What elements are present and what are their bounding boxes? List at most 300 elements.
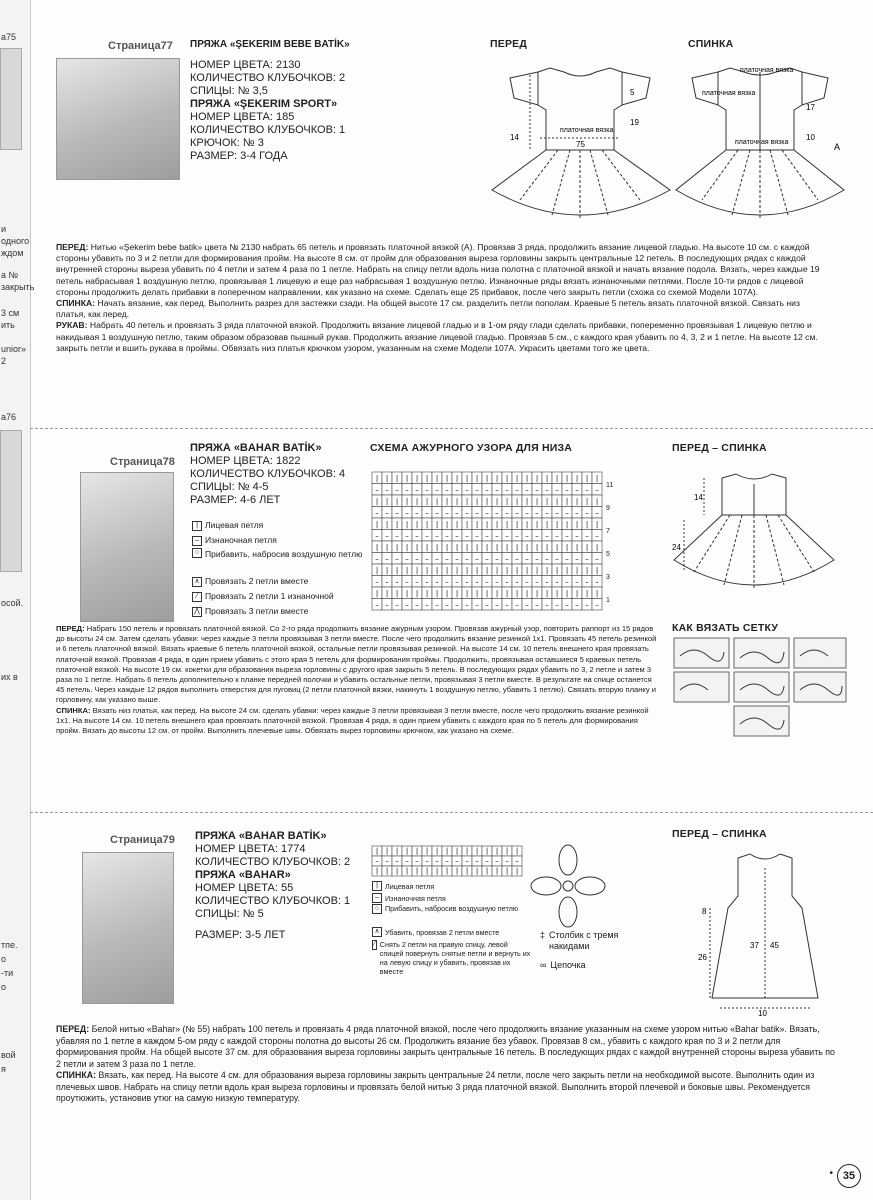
- chart-symbol: –: [535, 554, 539, 563]
- size: РАЗМЕР: 3-4 ГОДА: [190, 150, 288, 162]
- front-diagram-title: ПЕРЕД: [490, 38, 528, 50]
- chart-symbol: –: [515, 485, 519, 494]
- chart-symbol: –: [415, 485, 419, 494]
- strip-text: ждом: [1, 248, 24, 258]
- chart-symbol: –: [415, 857, 419, 866]
- chart-symbol: |: [455, 589, 459, 598]
- chart-symbol: –: [475, 577, 479, 586]
- chart-symbol: –: [385, 508, 389, 517]
- yarn-info: [190, 442, 345, 507]
- garter-label: платочная вязка: [740, 67, 794, 74]
- chart-symbol: –: [585, 485, 589, 494]
- chart-symbol: –: [465, 577, 469, 586]
- chart-symbol: –: [595, 508, 599, 517]
- chart-symbol: –: [375, 485, 379, 494]
- strip-text: а №: [1, 270, 19, 280]
- page-dot: •: [829, 1168, 833, 1179]
- chart-symbol: |: [385, 543, 389, 552]
- section-divider: [30, 812, 873, 813]
- chart-symbol: |: [415, 867, 419, 876]
- chart-symbol: |: [595, 474, 599, 483]
- front-heading: ПЕРЕД:: [56, 624, 85, 633]
- chart-symbol: |: [415, 543, 419, 552]
- dimension: 45: [770, 941, 779, 950]
- chart-symbol: |: [435, 497, 439, 506]
- strip-text: а75: [1, 32, 17, 42]
- chart-symbol: |: [455, 543, 459, 552]
- chart-symbol: |: [465, 847, 469, 856]
- strip-text: одного: [1, 236, 30, 246]
- chart-symbol: |: [545, 589, 549, 598]
- chart-symbol: –: [415, 577, 419, 586]
- chart-symbol: –: [515, 600, 519, 609]
- chart-symbol: |: [465, 497, 469, 506]
- chart-symbol: |: [375, 566, 379, 575]
- chart-symbol: |: [375, 589, 379, 598]
- chart-symbol: |: [445, 543, 449, 552]
- chart-symbol: |: [525, 497, 529, 506]
- chart-symbol: |: [495, 847, 499, 856]
- dimension: 17: [806, 103, 815, 112]
- model-photo: [80, 472, 174, 622]
- chart-symbol: –: [545, 577, 549, 586]
- chart-symbol: –: [455, 600, 459, 609]
- chart-symbol: –: [455, 857, 459, 866]
- chart-symbol: –: [585, 531, 589, 540]
- back-instructions: Начать вязание, как перед. Выполнить разрез для застежки сзади. На общей высоте 17 см. разделить петли пополам. Краевые 5 петель вязать платочной вязкой. Связать низ платья, как перед.: [56, 298, 800, 320]
- chart-symbol: |: [445, 474, 449, 483]
- chart-symbol: |: [515, 867, 519, 876]
- chart-symbol: |: [565, 566, 569, 575]
- dress-pattern-diagram: [690, 848, 840, 1018]
- legend-item: ∧ Убавить, провязав 2 петли вместе: [372, 924, 532, 940]
- chart-symbol: –: [565, 485, 569, 494]
- model-photo: [82, 852, 174, 1004]
- chart-symbol: |: [385, 520, 389, 529]
- model-page-label: Страница79: [110, 834, 175, 846]
- chart-symbol: –: [435, 577, 439, 586]
- instructions-text: [56, 1024, 836, 1105]
- chart-symbol: |: [475, 847, 479, 856]
- chart-symbol: |: [415, 566, 419, 575]
- chart-symbol: |: [545, 566, 549, 575]
- chart-symbol: |: [565, 474, 569, 483]
- dimension: 10: [806, 133, 815, 142]
- chart-symbol: –: [425, 508, 429, 517]
- yarn-color: НОМЕР ЦВЕТА: 1774: [195, 843, 306, 855]
- chart-symbol: |: [395, 847, 399, 856]
- chart-symbol: |: [495, 867, 499, 876]
- chart-symbol: |: [465, 520, 469, 529]
- legend-item: – Изнаночная петля: [192, 533, 367, 548]
- chart-symbol: |: [435, 867, 439, 876]
- chart-symbol: |: [475, 520, 479, 529]
- chart-symbol: |: [535, 474, 539, 483]
- dimension: 8: [702, 907, 707, 916]
- chart-symbol: –: [515, 554, 519, 563]
- strip-photo: [0, 430, 22, 572]
- k2tog-symbol-icon: ∧: [372, 927, 382, 937]
- chart-symbol: |: [455, 867, 459, 876]
- chart-symbol: –: [495, 857, 499, 866]
- dimension: 75: [576, 140, 585, 149]
- chart-symbol: –: [375, 531, 379, 540]
- yarn-color: НОМЕР ЦВЕТА: 1822: [190, 455, 301, 467]
- chart-symbol: |: [465, 566, 469, 575]
- chart-symbol: |: [445, 566, 449, 575]
- garter-label: платочная вязка: [702, 90, 756, 97]
- chart-symbol: |: [505, 543, 509, 552]
- chart-symbol: –: [385, 857, 389, 866]
- sleeve-instructions: Набрать 40 петель и провязать 3 ряда платочной вязкой. Продолжить вязание лицевой гладью и в 1-ом ряду глади сделать прибавки, попеременно провязывая 1 лицевую петлю и накидывая 1 воздушную петлю, таким образом образовав пышный рукав. Продолжить вязание лицевой гладью. Провязав 5 см., с каждого края убавить по 4, 3, 2 и 1 петле. На высоте 12 см. закрыть петли и вшить рукава в проймы. Обвязать низ платья крючком узором, указанным на схеме Модели 107А. Украсить цветами того же цвета.: [56, 320, 818, 353]
- chart-symbol: |: [595, 589, 599, 598]
- chart-symbol: –: [555, 508, 559, 517]
- chart-symbol: –: [425, 857, 429, 866]
- dimension: 19: [630, 118, 639, 127]
- strip-text: вой: [1, 1050, 16, 1060]
- chart-symbol: |: [545, 497, 549, 506]
- chart-symbol: –: [395, 531, 399, 540]
- k3tog-symbol-icon: ⋀: [192, 607, 202, 617]
- chart-symbol: |: [485, 520, 489, 529]
- section-a-label: A: [834, 142, 841, 152]
- chart-symbol: |: [495, 497, 499, 506]
- chart-symbol: |: [475, 566, 479, 575]
- chart-symbol: –: [485, 531, 489, 540]
- previous-page-strip: [0, 0, 35, 1200]
- chart-symbol: |: [445, 497, 449, 506]
- chart-symbol: –: [485, 857, 489, 866]
- chart-symbol: |: [395, 474, 399, 483]
- treble-stitch-icon: ‡: [540, 930, 546, 940]
- chart-symbol: |: [505, 566, 509, 575]
- chart-symbol: –: [385, 531, 389, 540]
- chart-symbol: |: [385, 867, 389, 876]
- chart-symbol: |: [395, 543, 399, 552]
- chart-symbol: –: [375, 508, 379, 517]
- chart-symbol: |: [565, 589, 569, 598]
- chart-symbol: |: [385, 589, 389, 598]
- yarn-color: НОМЕР ЦВЕТА: 185: [190, 111, 295, 123]
- chart-symbol: –: [535, 508, 539, 517]
- chart-symbol: –: [425, 554, 429, 563]
- yarn-balls: КОЛИЧЕСТВО КЛУБОЧКОВ: 2: [195, 856, 351, 868]
- chart-symbol: –: [565, 577, 569, 586]
- chart-symbol: |: [395, 867, 399, 876]
- chart-symbol: |: [385, 497, 389, 506]
- chart-symbol: |: [535, 497, 539, 506]
- chart-symbol: –: [445, 508, 449, 517]
- chart-symbol: –: [575, 508, 579, 517]
- chart-symbol: |: [505, 589, 509, 598]
- knit-chart-grid: [372, 846, 522, 876]
- chart-symbol: |: [525, 543, 529, 552]
- chart-symbol: |: [485, 497, 489, 506]
- chart-symbol: |: [455, 520, 459, 529]
- dimension: 24: [672, 543, 681, 552]
- k2tog-symbol-icon: ∧: [192, 577, 202, 587]
- legend-item: | Лицевая петля: [192, 518, 367, 533]
- chart-symbol: –: [395, 857, 399, 866]
- yarn-color: НОМЕР ЦВЕТА: 2130: [190, 59, 301, 71]
- chart-symbol: –: [465, 857, 469, 866]
- chart-symbol: |: [425, 520, 429, 529]
- purl-symbol-icon: –: [192, 536, 202, 546]
- chart-symbol: –: [405, 485, 409, 494]
- chart-symbol: –: [475, 485, 479, 494]
- needles: СПИЦЫ: № 3,5: [190, 85, 268, 97]
- chart-symbol: –: [465, 554, 469, 563]
- front-instructions: Нитью «Şekerim bebe batik» цвета № 2130 набрать 65 петель и провязать платочной вязкой (А). Провязав 3 ряда, продолжить вязание лицевой гладью. На высоте 10 см. с каждой стороны убавить по 3 и 2 петли для формирования пройм. На высоте 8 см. от пройм для образования выреза горловины закрыть центральные 12 петель. В последующих рядах с каждой внутренней стороны выреза убавить по 4 петли и затем 4 раза по 1 петле. Набрать на спицу петли вдоль низа полотна с платочной вязкой и начать вязание подола. Вязать, через каждые 19 петель набрасывая 1 воздушную петлю, провязывая 1 лицевую и еще раз набрасывая 1 воздушную петлю. Изнаночные ряды вязать изнаночными петлями. После 10-ти рядов с лицевой стороны продолжить делать прибавки в поперечном направлении, как указано на схеме. Сделать еще 25 прибавок, после чего закрыть петли (схожа со схемой Модели 107А).: [56, 242, 820, 297]
- chart-symbol: –: [395, 554, 399, 563]
- chart-symbol: |: [555, 566, 559, 575]
- chart-symbol: –: [405, 600, 409, 609]
- section-divider: [30, 428, 873, 429]
- chart-symbol: |: [545, 474, 549, 483]
- chart-symbol: |: [405, 867, 409, 876]
- garter-label: платочная вязка: [735, 139, 789, 146]
- chart-symbol: –: [385, 600, 389, 609]
- chart-symbol: |: [545, 520, 549, 529]
- chart-symbol: |: [595, 497, 599, 506]
- chart-symbol: –: [465, 485, 469, 494]
- page-number: 35: [837, 1164, 861, 1188]
- slip-decrease-symbol-icon: ⁄: [373, 941, 375, 948]
- chart-symbol: –: [595, 577, 599, 586]
- back-instructions: Вязать низ платья, как перед. На высоте 24 см. сделать убавки: через каждые 3 петли провязывая 3 петли вместе, после чего продолжить вязание резинкой 1х1. На высоте 14 см. 10 петель внешнего края провязать платочной вязкой. Провязав 4 ряда, в один прием убавить с каждого края по 5 петель для формирования пройм. Вязать до высоты 12 см. от пройм. Выполнить плечевые швы. Обвязать вырез горловины крючком, как указано на схеме.: [56, 705, 649, 736]
- chart-symbol: |: [515, 847, 519, 856]
- legend-item: ∞ Цепочка: [540, 960, 586, 970]
- legend-item: ○ Прибавить, набросив воздушную петлю: [372, 904, 532, 924]
- legend-item: ○ Прибавить, набросив воздушную петлю: [192, 548, 367, 574]
- chart-symbol: –: [505, 508, 509, 517]
- chart-symbol: –: [565, 508, 569, 517]
- chart-symbol: |: [515, 543, 519, 552]
- chart-symbol: –: [525, 508, 529, 517]
- strip-photo: [0, 48, 22, 150]
- stitch-legend: [192, 518, 367, 619]
- chart-symbol: |: [415, 847, 419, 856]
- chart-symbol: |: [505, 847, 509, 856]
- chart-symbol: –: [505, 554, 509, 563]
- chart-symbol: –: [435, 485, 439, 494]
- chart-symbol: –: [485, 508, 489, 517]
- chart-symbol: –: [505, 577, 509, 586]
- chart-symbol: |: [375, 867, 379, 876]
- chart-symbol: |: [425, 847, 429, 856]
- chart-symbol: –: [495, 508, 499, 517]
- strip-text: осой.: [1, 598, 24, 608]
- chart-symbol: –: [485, 600, 489, 609]
- chart-symbol: |: [555, 520, 559, 529]
- chart-symbol: –: [435, 857, 439, 866]
- chart-symbol: |: [455, 847, 459, 856]
- legend-item: ⁄ Снять 2 петли на правую спицу, левой спицей повернуть снятые петли и вернуть их на левую спицу и убавить, провязав их вместе: [373, 940, 531, 976]
- needles: СПИЦЫ: № 4-5: [190, 481, 269, 493]
- chart-symbol: |: [375, 847, 379, 856]
- chart-symbol: –: [555, 554, 559, 563]
- needles: СПИЦЫ: № 5: [195, 908, 264, 920]
- chart-symbol: –: [575, 554, 579, 563]
- chart-symbol: –: [465, 600, 469, 609]
- front-instructions: Белой нитью «Bahar» (№ 55) набрать 100 петель и провязать 4 ряда платочной вязкой, после чего продолжить вязание указанным на схеме узором нитью «Bahar batik». Вязать, убавляя по 1 петле в каждом 5-ом ряду с каждой стороны полотна до высоты 26 см. Продолжить вязание без убавок. Провязав 8 см., убавить с каждого края по 3 и 2 петли для формирования пройм. На общей высоте 37 см. для образования выреза горловины закрыть центральные 16 петель. В последующих рядах с каждой внутренней стороны выреза убавить по 2 петли и затем 3 раза по 1 петле.: [56, 1024, 835, 1069]
- chart-symbol: –: [445, 554, 449, 563]
- size: РАЗМЕР: 3-5 ЛЕТ: [195, 929, 286, 941]
- chart-symbol: |: [415, 589, 419, 598]
- chart-symbol: –: [525, 485, 529, 494]
- chart-symbol: |: [505, 474, 509, 483]
- size: РАЗМЕР: 4-6 ЛЕТ: [190, 494, 281, 506]
- chart-symbol: –: [405, 531, 409, 540]
- chart-symbol: |: [495, 566, 499, 575]
- chart-symbol: –: [405, 508, 409, 517]
- chart-symbol: –: [545, 531, 549, 540]
- chart-symbol: –: [485, 577, 489, 586]
- chart-symbol: –: [595, 485, 599, 494]
- chart-symbol: |: [495, 474, 499, 483]
- chart-symbol: |: [385, 847, 389, 856]
- yarn-balls: КОЛИЧЕСТВО КЛУБОЧКОВ: 4: [190, 468, 346, 480]
- chart-symbol: –: [475, 508, 479, 517]
- chart-symbol: –: [445, 485, 449, 494]
- chart-symbol: –: [555, 577, 559, 586]
- chart-symbol: –: [545, 485, 549, 494]
- strip-text: unior»: [1, 344, 27, 354]
- chart-symbol: –: [485, 485, 489, 494]
- chart-symbol: |: [405, 543, 409, 552]
- chart-symbol: –: [515, 577, 519, 586]
- chart-symbol: –: [495, 485, 499, 494]
- chart-symbol: –: [405, 857, 409, 866]
- net-title: КАК ВЯЗАТЬ СЕТКУ: [672, 622, 779, 634]
- front-instructions: Набрать 150 петель и провязать платочной вязкой. Со 2-го ряда продолжить вязание ажурным узором. Провязав ажурный узор, повторить раппорт из 15 рядов до высоты 24 см. Затем сделать убавки: через каждые 3 петли провязывая 3 петли вместе. После чего продолжить вязание резинкой 1х1. Провязать 45 петель резинкой и 6 петель платочной вязкой. Вязать краевые 6 петель платочной вязкой, остальные петли провязывая резинкой. На высоте 14 см. 10 петель внешнего края провязать платочной вязкой. Провязав 4 ряда, в один прием убавить с этого края 5 петель для формирования проймы. Продолжить, провязывая оставшиеся 5 краевых петель платочной вязкой. На высоте 19 см. кокетки для образования выреза горловины с другого края закрыть 5 петель. В последующих рядах убавить по 3, 2 петле и затем 3 раза по 1 петле. Набрать 6 петель дополнительно к планке передней полочки и убавить остальные петли, провязывая 3 петли вместе. В результате на спице останется 45 петель. Через каждые 12 рядов выполнить отверстия для пуговиц (2 петли платочной вязки, накинуть 1 воздушную петлю, убавить 1 петлю). Связать вторую планку и горловину, как указано выше.: [56, 624, 657, 705]
- chart-symbol: |: [565, 497, 569, 506]
- dress-pattern-diagram: [664, 460, 844, 620]
- dimension: 5: [630, 88, 635, 97]
- strip-text: и: [1, 224, 7, 234]
- back-heading: СПИНКА:: [56, 1070, 97, 1080]
- chart-symbol: |: [525, 520, 529, 529]
- chart-symbol: |: [475, 589, 479, 598]
- chart-symbol: –: [585, 554, 589, 563]
- legend-item: ‡ Столбик с тремя накидами: [540, 930, 619, 951]
- yarn-info: [190, 38, 350, 163]
- chart-symbol: |: [585, 474, 589, 483]
- chart-symbol: |: [525, 566, 529, 575]
- chart-symbol: |: [535, 566, 539, 575]
- chart-symbol: |: [495, 589, 499, 598]
- strip-text: о: [1, 954, 7, 964]
- chart-symbol: |: [465, 589, 469, 598]
- back-instructions: Вязать, как перед. На высоте 4 см. для образования выреза горловины закрыть центральные 24 петли, после чего закрыть петли на необходимой высоте. Выполнить один из плечевых швов. Набрать на спицу петли вдоль края выреза горловины и провязать белой нитью 3 ряда платочной вязкой. Выполнить второй плечевой и боковые швы. Рекомендуется проутюжить, установив утюг на самую низкую температуру.: [56, 1070, 815, 1103]
- chart-symbol: –: [525, 554, 529, 563]
- chart-symbol: |: [455, 497, 459, 506]
- chart-symbol: |: [485, 543, 489, 552]
- row-numbers: 11 9 7 5 3 1: [606, 482, 614, 604]
- chart-symbol: –: [555, 600, 559, 609]
- chart-symbol: |: [405, 566, 409, 575]
- chart-symbol: |: [425, 589, 429, 598]
- chart-symbol: |: [515, 497, 519, 506]
- back-heading: СПИНКА:: [56, 298, 96, 309]
- chart-symbol: |: [515, 589, 519, 598]
- chart-symbol: |: [395, 566, 399, 575]
- yarn-info: [195, 830, 350, 942]
- chart-symbol: –: [495, 600, 499, 609]
- chart-symbol: –: [535, 485, 539, 494]
- chart-symbol: |: [575, 474, 579, 483]
- chart-symbol: |: [395, 497, 399, 506]
- chart-symbol: –: [425, 577, 429, 586]
- model-page-label: Страница78: [110, 456, 175, 468]
- chart-symbol: –: [395, 508, 399, 517]
- chart-symbol: |: [505, 520, 509, 529]
- dimension: 10: [758, 1009, 767, 1018]
- chart-symbol: –: [445, 531, 449, 540]
- chart-symbol: –: [395, 485, 399, 494]
- chart-symbol: –: [595, 600, 599, 609]
- chart-symbol: |: [555, 589, 559, 598]
- chart-symbol: –: [515, 508, 519, 517]
- dimension: 14: [510, 133, 519, 142]
- chart-symbol: |: [395, 520, 399, 529]
- dimension: 14: [694, 493, 703, 502]
- chart-symbol: |: [435, 520, 439, 529]
- chart-symbol: –: [425, 600, 429, 609]
- chart-symbol: |: [515, 566, 519, 575]
- chart-symbol: |: [425, 543, 429, 552]
- chart-symbol: –: [565, 554, 569, 563]
- chart-symbol: –: [475, 857, 479, 866]
- chart-symbol: |: [555, 474, 559, 483]
- chart-symbol: –: [475, 531, 479, 540]
- yarn-over-symbol-icon: ○: [192, 548, 202, 558]
- strip-text: ить: [1, 320, 15, 330]
- yarn-title: ПРЯЖА «ŞEKERIM SPORT»: [190, 98, 338, 110]
- chart-symbol: –: [595, 531, 599, 540]
- chart-symbol: |: [425, 867, 429, 876]
- chart-symbol: –: [425, 485, 429, 494]
- chart-symbol: |: [585, 543, 589, 552]
- chart-symbol: –: [575, 600, 579, 609]
- chart-symbol: –: [405, 577, 409, 586]
- chart-symbol: |: [555, 543, 559, 552]
- chart-symbol: |: [455, 566, 459, 575]
- chart-symbol: –: [515, 531, 519, 540]
- chart-symbol: |: [415, 497, 419, 506]
- front-heading: ПЕРЕД:: [56, 242, 89, 252]
- chart-symbol: –: [535, 531, 539, 540]
- chart-symbol: –: [445, 577, 449, 586]
- chart-symbol: –: [545, 508, 549, 517]
- front-heading: ПЕРЕД:: [56, 1024, 90, 1034]
- yarn-title: ПРЯЖА «BAHAR BATİK»: [195, 830, 327, 842]
- purl-symbol-icon: –: [372, 893, 382, 903]
- legend-item: ∧ Провязать 2 петли вместе: [192, 574, 367, 589]
- chart-symbol: –: [505, 857, 509, 866]
- yarn-balls: КОЛИЧЕСТВО КЛУБОЧКОВ: 1: [190, 124, 346, 136]
- lace-scheme-title: СХЕМА АЖУРНОГО УЗОРА ДЛЯ НИЗА: [370, 442, 573, 454]
- chart-symbol: –: [435, 531, 439, 540]
- legend-item: ⋀ Провязать 3 петли вместе: [192, 604, 367, 619]
- chart-symbol: –: [565, 531, 569, 540]
- chart-symbol: |: [475, 497, 479, 506]
- chart-symbol: |: [565, 543, 569, 552]
- chain-stitch-icon: ∞: [540, 960, 547, 970]
- frontback-diagram-title: ПЕРЕД – СПИНКА: [672, 828, 767, 840]
- chart-symbol: |: [435, 543, 439, 552]
- chart-symbol: |: [485, 566, 489, 575]
